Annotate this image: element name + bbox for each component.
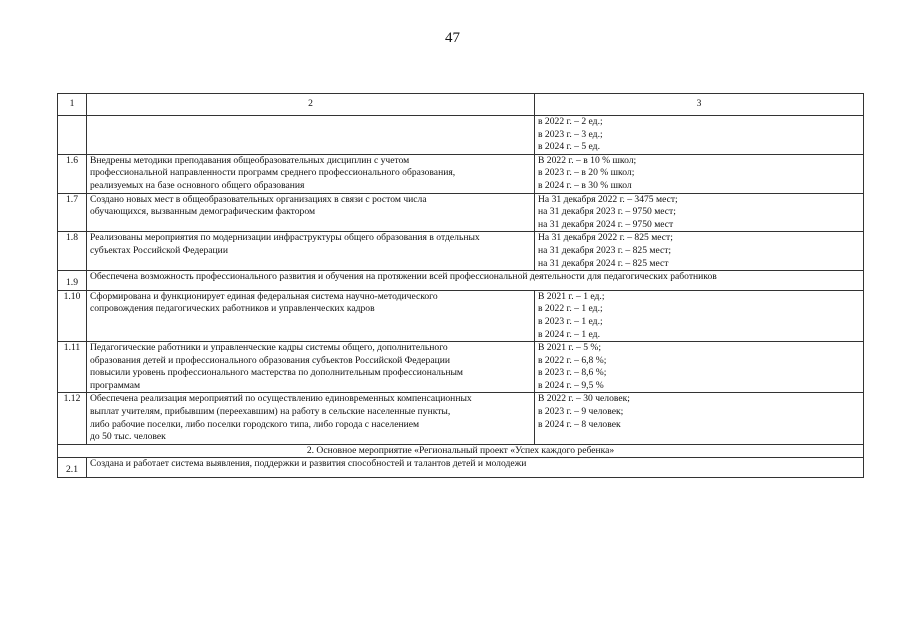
table-row (58, 458, 864, 478)
result-line: в 2024 г. – 5 ед. (538, 141, 600, 153)
table-row (58, 193, 864, 232)
description-line: Внедрены методики преподавания общеобразовательных дисциплин с учетом (90, 154, 410, 166)
description-line: Создано новых мест в общеобразовательных организациях в связи с ростом числа (90, 193, 427, 205)
result-line: В 2021 г. – 5 %; (538, 342, 602, 354)
row-description (87, 393, 535, 444)
row-number: 1.6 (58, 154, 87, 193)
description-line: Обеспечена реализация мероприятий по осуществлению единовременных компенсационных (90, 393, 472, 405)
result-line: В 2022 г. – в 10 % школ; (538, 154, 637, 166)
section-row (58, 444, 864, 458)
result-line: в 2023 г. – 3 ед.; (538, 128, 603, 140)
row-result (535, 290, 864, 341)
row-description (87, 193, 535, 232)
result-line: в 2023 г. – 8,6 %; (538, 367, 607, 379)
table-row (58, 271, 864, 291)
row-description-full: Обеспечена возможность профессионального развития и обучения на протяжении всей профессиональной деятельности для педагогических работников (87, 271, 864, 291)
row-result (535, 154, 864, 193)
description-line: программам (90, 379, 141, 391)
row-description (87, 116, 535, 155)
description-line: реализуемых на базе основного общего образования (90, 179, 305, 191)
row-description (87, 154, 535, 193)
description-line: до 50 тыс. человек (90, 431, 166, 443)
result-line: на 31 декабря 2024 г. – 825 мест (538, 257, 669, 269)
description-line: сопровождения педагогических работников и управленческих кадров (90, 303, 375, 315)
table-row (58, 393, 864, 444)
header-col-3: 3 (535, 94, 864, 116)
result-line: на 31 декабря 2023 г. – 9750 мест; (538, 206, 676, 218)
description-line: обучающихся, вызванным демографическим фактором (90, 206, 316, 218)
description-line: либо рабочие поселки, либо поселки городского типа, либо города с населением (90, 418, 420, 430)
description-line: субъектах Российской Федерации (90, 244, 228, 256)
row-number (58, 116, 87, 155)
row-description (87, 290, 535, 341)
measures-table (57, 93, 864, 478)
result-line: в 2023 г. – 1 ед.; (538, 315, 603, 327)
result-line: в 2024 г. – 1 ед. (538, 328, 600, 340)
row-number: 1.8 (58, 232, 87, 271)
description-line: образования детей и профессионального образования субъектов Российской Федерации (90, 354, 450, 366)
page-number: 47 (445, 30, 460, 46)
description-line: Сформирована и функционирует единая федеральная система научно-методического (90, 290, 438, 302)
result-line: в 2024 г. – в 30 % школ (538, 179, 632, 191)
table-row (58, 290, 864, 341)
description-line: Педагогические работники и управленческие кадры системы общего, дополнительного (90, 342, 448, 354)
description-line: профессиональной направленности программ среднего профессионального образования, (90, 167, 456, 179)
row-result (535, 342, 864, 393)
row-number: 1.12 (58, 393, 87, 444)
row-number: 1.9 (58, 271, 87, 291)
section-title: 2. Основное мероприятие «Региональный проект «Успех каждого ребенка» (58, 444, 864, 458)
row-result (535, 116, 864, 155)
result-line: В 2022 г. – 30 человек; (538, 393, 630, 405)
row-number: 1.10 (58, 290, 87, 341)
row-description (87, 232, 535, 271)
row-description (87, 342, 535, 393)
table-row (58, 154, 864, 193)
result-line: в 2023 г. – в 20 % школ; (538, 167, 635, 179)
row-result (535, 232, 864, 271)
description-line: выплат учителям, прибывшим (переехавшим) на работу в сельские населенные пункты, (90, 406, 451, 418)
result-line: На 31 декабря 2022 г. – 3475 мест; (538, 193, 678, 205)
result-line: в 2022 г. – 1 ед.; (538, 303, 603, 315)
table-row (58, 116, 864, 155)
row-description-full: Создана и работает система выявления, поддержки и развития способностей и талантов детей и молодежи (87, 458, 864, 478)
description-line: повысили уровень профессионального мастерства по дополнительным профессиональным (90, 367, 463, 379)
row-result (535, 393, 864, 444)
table-row (58, 232, 864, 271)
table-row (58, 342, 864, 393)
result-line: в 2024 г. – 9,5 % (538, 379, 604, 391)
result-line: в 2023 г. – 9 человек; (538, 406, 624, 418)
row-number: 2.1 (58, 458, 87, 478)
row-number: 1.7 (58, 193, 87, 232)
result-line: в 2022 г. – 2 ед.; (538, 116, 603, 127)
result-line: на 31 декабря 2024 г. – 9750 мест (538, 218, 674, 230)
table-header-row (58, 94, 864, 116)
row-number: 1.11 (58, 342, 87, 393)
result-line: В 2021 г. – 1 ед.; (538, 290, 605, 302)
result-line: в 2024 г. – 8 человек (538, 418, 621, 430)
header-col-1: 1 (58, 94, 87, 116)
row-result (535, 193, 864, 232)
result-line: на 31 декабря 2023 г. – 825 мест; (538, 244, 672, 256)
result-line: На 31 декабря 2022 г. – 825 мест; (538, 232, 673, 244)
result-line: в 2022 г. – 6,8 %; (538, 354, 607, 366)
header-col-2: 2 (87, 94, 535, 116)
description-line: Реализованы мероприятия по модернизации инфраструктуры общего образования в отдельных (90, 232, 480, 244)
